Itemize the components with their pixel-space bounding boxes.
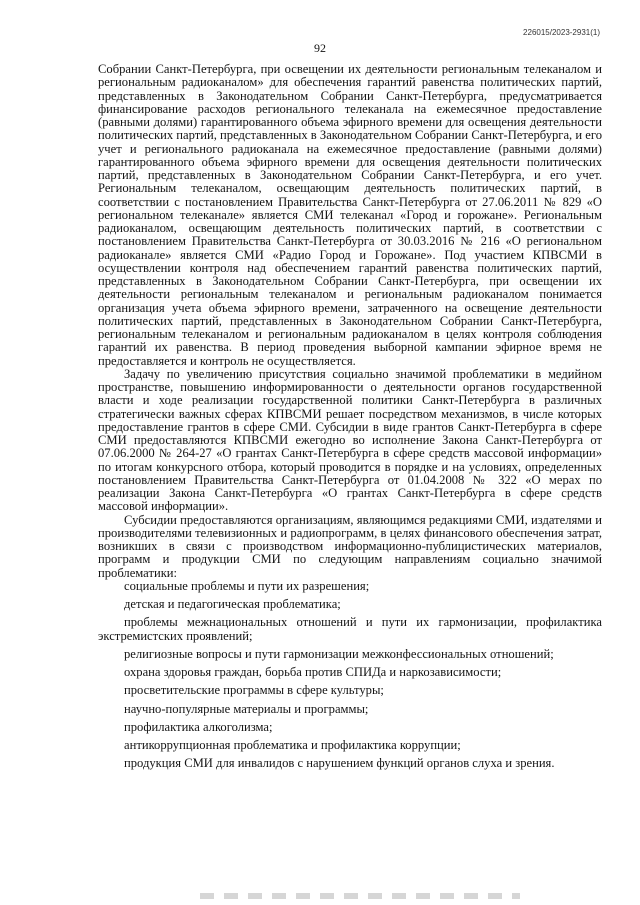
list-item: продукция СМИ для инвалидов с нарушением функций органов слуха и зрения. (124, 756, 555, 771)
list-item: проблемы межнациональных отношений и пути их гармонизации, профилактика экстремистских проявлений; (98, 615, 602, 643)
list-item: антикоррупционная проблематика и профилактика коррупции; (124, 738, 461, 752)
list-item: детская и педагогическая проблематика; (124, 597, 341, 611)
list-item: охрана здоровья граждан, борьба против СПИДа и наркозависимости; (124, 665, 502, 679)
paragraph-subsidies: Субсидии предоставляются организациям, являющимся редакциями СМИ, издателями и производителями телевизионных и радиопрограмм, в целях финансового обеспечения затрат, возникших в связи с производством информационно-публицистических материалов, программ и продукции СМИ по следующим направлениям социально значимой проблематики: (98, 512, 602, 580)
document-number: 226015/2023-2931(1) (523, 28, 600, 37)
list-item: социальные проблемы и пути их разрешения; (124, 578, 370, 593)
list-item: профилактика алкоголизма; (124, 719, 273, 734)
list-item: научно-популярные материалы и программы; (124, 701, 369, 716)
topics-list (98, 580, 602, 771)
list-item: просветительские программы в сфере культуры; (124, 683, 384, 698)
document-body (98, 63, 602, 776)
scan-artifact (200, 893, 520, 899)
page-number: 92 (314, 41, 326, 55)
list-item: религиозные вопросы и пути гармонизации межконфессиональных отношений; (124, 646, 554, 661)
paragraph-party-guarantees: Собрании Санкт-Петербурга, при освещении их деятельности региональным телеканалом и региональным радиоканалом» для обеспечения гарантий равенства политических партий, представленных в Законодательном Собрании Санкт-Петербурга, предусматривается финансирование расходов регионального телеканала на ежемесячное предоставление (равными долями) гарантированного объема эфирного времени для освещения деятельности политических партий, представленных в Законодательном Собрании Санкт-Петербурга, и его учет и регионального радиоканала на ежемесячное предоставление (равными долями) гарантированного объема эфирного времени для освещения деятельности политических партий, представленных в Законодательном Собрании Санкт-Петербурга, и его учет. Региональным телеканалом, освещающим деятельность политических партий, в соответствии с постановлением Правительства Санкт-Петербурга от 27.06.2011 № 829 «О региональном телеканале» является СМИ телеканал «Город и горожане». Региональным радиоканалом, освещающим деятельность политических партий, в соответствии с постановлением Правительства Санкт-Петербурга от 30.03.2016 № 216 «О региональном радиоканале» является СМИ «Радио Город и Горожане». Под участием КПВСМИ в осуществлении контроля над обеспечением гарантий равенства политических партий, представленных в Законодательном Собрании Санкт-Петербурга, при освещении их деятельности региональным телеканалом и региональным радиоканалом понимается организация учета объема эфирного времени, затраченного на освещение деятельности политических партий, представленных в Законодательном Собрании Санкт-Петербурга, региональным телеканалом и региональным радиоканалом в целях контроля соблюдения гарантий их равенства. В период проведения выборной кампании эфирное время не предоставляется и контроль не осуществляется. (98, 62, 602, 368)
paragraph-media-grants: Задачу по увеличению присутствия социально значимой проблематики в медийном пространстве, повышению информированности о деятельности органов государственной власти и ходе реализации государственной политики Санкт-Петербурга в различных стратегически важных сферах КПВСМИ решает посредством механизмов, в числе которых предоставление грантов в сфере СМИ. Субсидии в виде грантов Санкт-Петербурга в сфере СМИ предоставляются КПВСМИ ежегодно во исполнение Закона Санкт-Петербурга от 07.06.2000 № 264-27 «О грантах Санкт-Петербурга в сфере средств массовой информации» по итогам конкурсного отбора, который проводится в порядке и на условиях, определенных постановлением Правительства Санкт-Петербурга от 01.04.2008 № 322 «О мерах по реализации Закона Санкт-Петербурга «О грантах Санкт-Петербурга в сфере средств массовой информации». (98, 366, 602, 514)
